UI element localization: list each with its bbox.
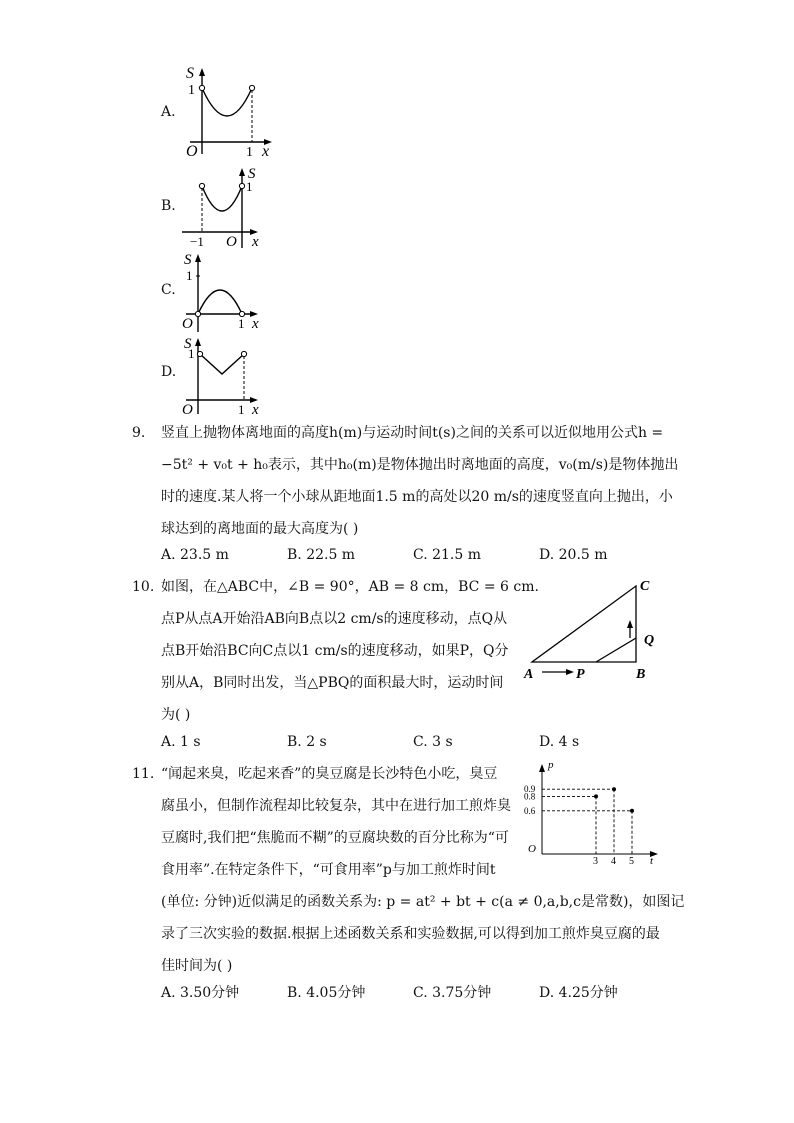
q10-point-c: C <box>640 579 650 594</box>
q10-point-p: P <box>576 667 585 682</box>
q11-y-tick: 0.8 <box>524 791 536 802</box>
q8d-origin: O <box>182 402 193 416</box>
q11-data-point <box>594 794 598 798</box>
q8b-tick-y: 1 <box>246 179 253 194</box>
q8a-tick-x: 1 <box>246 145 253 160</box>
q11-data-point <box>612 787 616 791</box>
q11-axis-p: p <box>548 759 554 771</box>
q10-option-d[interactable]: D. 4 s <box>539 734 580 750</box>
q8-option-d-graph <box>180 334 266 416</box>
q11-option-a[interactable]: A. 3.50分钟 <box>161 985 240 1001</box>
q11-line-4: 食用率”.在特定条件下，“可食用率”p与加工煎炸时间t <box>161 862 496 878</box>
q11-option-c[interactable]: C. 3.75分钟 <box>413 985 492 1001</box>
q8b-x-label: x <box>252 234 259 250</box>
q9-line-4: 球达到的离地面的最大高度为( ) <box>161 521 359 537</box>
q8d-s-label: S <box>184 336 192 352</box>
q11-origin: O <box>528 843 536 855</box>
q8b-tick-x: −1 <box>190 234 204 249</box>
q11-line-2: 腐虽小，但制作流程却比较复杂，其中在进行加工煎炸臭 <box>161 798 511 814</box>
q10-option-b[interactable]: B. 2 s <box>287 734 327 750</box>
q8-option-c-label[interactable]: C. <box>161 282 176 298</box>
q10-option-c[interactable]: C. 3 s <box>413 734 453 750</box>
q8d-x-label: x <box>252 402 259 416</box>
q8d-tick-y: 1 <box>188 346 195 361</box>
q11-line-7: 佳时间为( ) <box>161 958 233 974</box>
q8-option-c-graph <box>180 250 266 334</box>
q11-axis-t: t <box>650 855 654 866</box>
q10-line-5: 为( ) <box>161 707 191 723</box>
q8c-tick-x: 1 <box>238 316 245 331</box>
q9-option-a[interactable]: A. 23.5 m <box>161 547 229 563</box>
q10-triangle-figure <box>518 574 658 686</box>
q8-option-b-graph <box>180 164 270 250</box>
q11-line-1: “闻起来臭，吃起来香”的臭豆腐是长沙特色小吃，臭豆 <box>161 766 498 782</box>
q8b-origin: O <box>226 234 237 250</box>
q9-option-d[interactable]: D. 20.5 m <box>539 547 608 563</box>
q11-option-b[interactable]: B. 4.05分钟 <box>287 985 366 1001</box>
q11-number: 11. <box>132 766 155 782</box>
q11-y-tick: 0.9 <box>524 784 536 795</box>
q10-line-4: 别从A，B同时出发，当△PBQ的面积最大时，运动时间 <box>161 675 504 691</box>
q10-point-a: A <box>524 667 534 682</box>
q10-point-q: Q <box>644 633 655 648</box>
q8a-s-label: S <box>186 65 194 82</box>
q10-line-1: 如图，在△ABC中，∠B = 90°，AB = 8 cm，BC = 6 cm. <box>161 579 539 595</box>
q9-option-c[interactable]: C. 21.5 m <box>413 547 482 563</box>
q8a-origin: O <box>186 143 198 160</box>
q9-option-b[interactable]: B. 22.5 m <box>287 547 356 563</box>
q8a-x-label: x <box>262 143 270 160</box>
q8c-x-label: x <box>252 316 259 332</box>
q8c-tick-y: 1 <box>186 268 193 283</box>
q8-option-a-label[interactable]: A. <box>161 104 176 120</box>
q10-line-3: 点B开始沿BC向C点以1 cm/s的速度移动，如果P，Q分 <box>161 643 509 659</box>
q8c-s-label: S <box>184 252 192 268</box>
q11-line-3: 豆腐时,我们把“焦脆而不糊”的豆腐块数的百分比称为“可 <box>161 830 509 846</box>
q8-option-b-label[interactable]: B. <box>161 198 176 214</box>
q11-line-6: 录了三次实验的数据.根据上述函数关系和实验数据,可以得到加工煎炸臭豆腐的最 <box>161 926 660 942</box>
q8a-tick-y: 1 <box>188 83 195 98</box>
q10-line-2: 点P从点A开始沿AB向B点以2 cm/s的速度移动，点Q从 <box>161 611 508 627</box>
q11-x-tick: 4 <box>611 856 616 866</box>
q10-number: 10. <box>132 579 155 595</box>
q10-point-b: B <box>636 667 646 682</box>
q11-data-point <box>630 809 634 813</box>
q8c-origin: O <box>182 316 193 332</box>
q11-line-5: (单位: 分钟)近似满足的函数关系为: p = at² + bt + c(a ≠ 0,a,b,c是常数)，如图记 <box>161 894 685 910</box>
q11-y-tick: 0.6 <box>524 805 536 816</box>
q8-option-d-label[interactable]: D. <box>161 364 177 380</box>
q8b-s-label: S <box>248 166 256 182</box>
q11-x-tick: 5 <box>629 856 634 866</box>
q11-chart <box>524 756 664 866</box>
q8-option-a-graph <box>180 64 280 160</box>
q9-line-1: 竖直上抛物体离地面的高度h(m)与运动时间t(s)之间的关系可以近似地用公式h = <box>161 425 664 441</box>
q10-option-a[interactable]: A. 1 s <box>161 734 201 750</box>
q11-x-tick: 3 <box>593 856 598 866</box>
q9-line-3: 时的速度.某人将一个小球从距地面1.5 m的高处以20 m/s的速度竖直向上抛出，小 <box>161 489 673 505</box>
q9-number: 9. <box>132 425 146 441</box>
q11-option-d[interactable]: D. 4.25分钟 <box>539 985 618 1001</box>
q8d-tick-x: 1 <box>238 402 245 416</box>
q9-line-2: −5t² + v₀t + h₀表示，其中h₀(m)是物体抛出时离地面的高度，v₀(m/s)是物体抛出 <box>161 457 679 473</box>
